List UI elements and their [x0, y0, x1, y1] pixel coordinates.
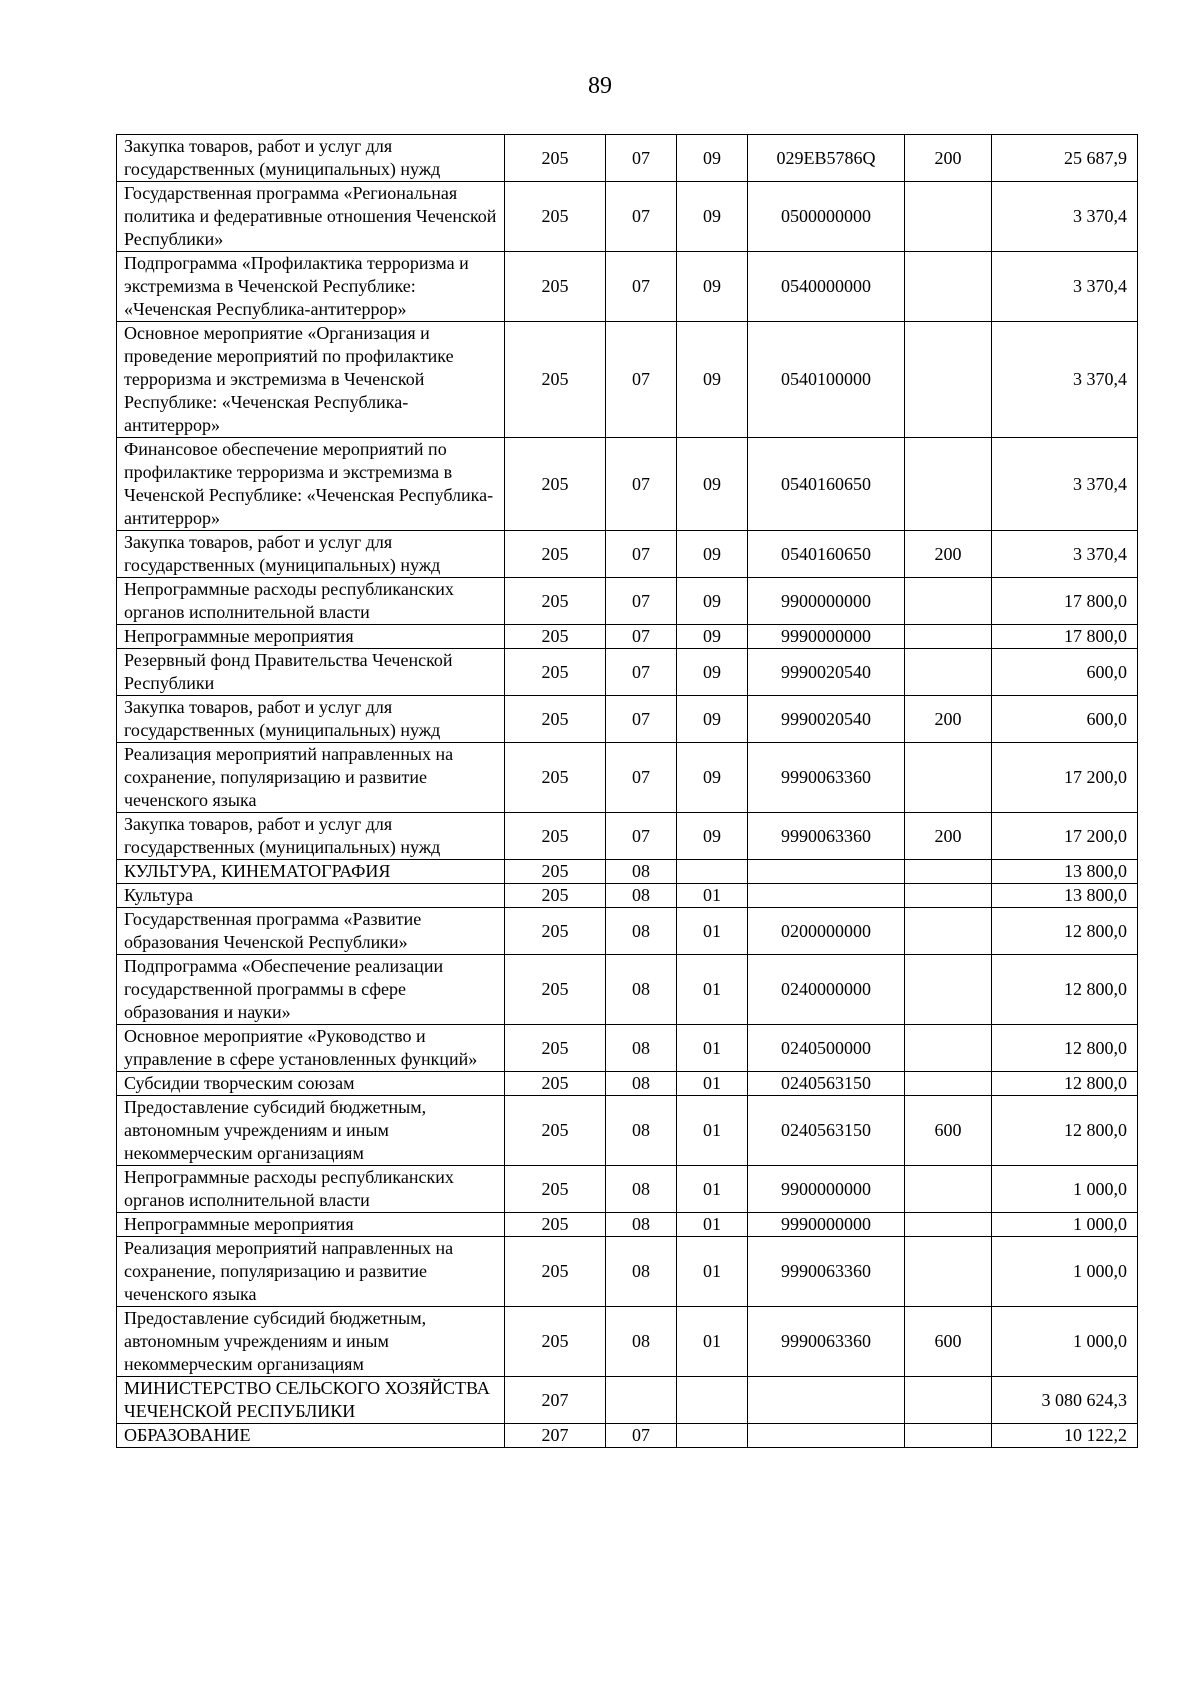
- section-code: [606, 1377, 677, 1424]
- ministry-code: 205: [505, 696, 606, 743]
- ministry-code: 205: [505, 649, 606, 696]
- section-code: 08: [606, 1307, 677, 1377]
- subsection-code: 09: [677, 438, 748, 531]
- target-article-code: 9990020540: [748, 649, 905, 696]
- ministry-code: 205: [505, 1307, 606, 1377]
- target-article-code: 9900000000: [748, 1166, 905, 1213]
- table-body: [117, 135, 1138, 1448]
- ministry-code: 205: [505, 322, 606, 438]
- table-row: [117, 884, 1138, 908]
- row-name: Непрограммные расходы республиканских органов исполнительной власти: [117, 1166, 505, 1213]
- target-article-code: 9990020540: [748, 696, 905, 743]
- target-article-code: 0240563150: [748, 1072, 905, 1096]
- table-row: [117, 1072, 1138, 1096]
- row-name: ОБРАЗОВАНИЕ: [117, 1424, 505, 1448]
- expense-type-code: [905, 1025, 992, 1072]
- section-code: 07: [606, 625, 677, 649]
- section-code: 07: [606, 578, 677, 625]
- target-article-code: [748, 1377, 905, 1424]
- expense-type-code: [905, 182, 992, 252]
- ministry-code: 205: [505, 1096, 606, 1166]
- expense-type-code: [905, 1166, 992, 1213]
- section-code: 08: [606, 908, 677, 955]
- section-code: 07: [606, 1424, 677, 1448]
- table-row: [117, 1025, 1138, 1072]
- subsection-code: 09: [677, 252, 748, 322]
- subsection-code: 09: [677, 182, 748, 252]
- row-name: Основное мероприятие «Руководство и управление в сфере установленных функций»: [117, 1025, 505, 1072]
- subsection-code: [677, 1377, 748, 1424]
- table-row: [117, 1096, 1138, 1166]
- amount: 12 800,0: [992, 1096, 1138, 1166]
- row-name: Основное мероприятие «Организация и проведение мероприятий по профилактике терроризма и экстремизма в Чеченской Республике: «Чеченская Республика-антитеррор»: [117, 322, 505, 438]
- amount: 1 000,0: [992, 1237, 1138, 1307]
- subsection-code: 09: [677, 813, 748, 860]
- amount: 3 370,4: [992, 322, 1138, 438]
- table-row: [117, 813, 1138, 860]
- table-row: [117, 955, 1138, 1025]
- row-name: Субсидии творческим союзам: [117, 1072, 505, 1096]
- table-row: [117, 1307, 1138, 1377]
- amount: 3 370,4: [992, 438, 1138, 531]
- ministry-code: 205: [505, 743, 606, 813]
- section-code: 08: [606, 1025, 677, 1072]
- table-row: [117, 322, 1138, 438]
- row-name: Непрограммные мероприятия: [117, 1213, 505, 1237]
- ministry-code: 205: [505, 955, 606, 1025]
- subsection-code: 09: [677, 322, 748, 438]
- target-article-code: 0240500000: [748, 1025, 905, 1072]
- subsection-code: 01: [677, 1025, 748, 1072]
- amount: 13 800,0: [992, 860, 1138, 884]
- table-row: [117, 743, 1138, 813]
- target-article-code: [748, 860, 905, 884]
- row-name: Реализация мероприятий направленных на сохранение, популяризацию и развитие чеченского языка: [117, 1237, 505, 1307]
- section-code: 08: [606, 1166, 677, 1213]
- section-code: 08: [606, 884, 677, 908]
- row-name: Закупка товаров, работ и услуг для государственных (муниципальных) нужд: [117, 696, 505, 743]
- subsection-code: 09: [677, 135, 748, 182]
- ministry-code: 207: [505, 1377, 606, 1424]
- target-article-code: 0240563150: [748, 1096, 905, 1166]
- expense-type-code: [905, 884, 992, 908]
- section-code: 07: [606, 135, 677, 182]
- amount: 17 200,0: [992, 813, 1138, 860]
- subsection-code: 09: [677, 696, 748, 743]
- section-code: 07: [606, 649, 677, 696]
- ministry-code: 207: [505, 1424, 606, 1448]
- target-article-code: 9900000000: [748, 578, 905, 625]
- page-number: 89: [588, 73, 612, 99]
- target-article-code: 0540160650: [748, 531, 905, 578]
- ministry-code: 205: [505, 1072, 606, 1096]
- section-code: 07: [606, 743, 677, 813]
- table-row: [117, 1166, 1138, 1213]
- amount: 3 080 624,3: [992, 1377, 1138, 1424]
- table-row: [117, 578, 1138, 625]
- expense-type-code: [905, 1072, 992, 1096]
- expense-type-code: 200: [905, 813, 992, 860]
- subsection-code: 01: [677, 1237, 748, 1307]
- row-name: Финансовое обеспечение мероприятий по профилактике терроризма и экстремизма в Чеченской Республике: «Чеченская Республика-антитеррор»: [117, 438, 505, 531]
- target-article-code: 0540000000: [748, 252, 905, 322]
- subsection-code: [677, 860, 748, 884]
- amount: 13 800,0: [992, 884, 1138, 908]
- target-article-code: 9990000000: [748, 625, 905, 649]
- row-name: МИНИСТЕРСТВО СЕЛЬСКОГО ХОЗЯЙСТВА ЧЕЧЕНСКОЙ РЕСПУБЛИКИ: [117, 1377, 505, 1424]
- expense-type-code: [905, 1213, 992, 1237]
- amount: 1 000,0: [992, 1166, 1138, 1213]
- expense-type-code: 200: [905, 696, 992, 743]
- subsection-code: 09: [677, 531, 748, 578]
- table-row: [117, 860, 1138, 884]
- expense-type-code: [905, 625, 992, 649]
- table-row: [117, 1424, 1138, 1448]
- ministry-code: 205: [505, 438, 606, 531]
- ministry-code: 205: [505, 252, 606, 322]
- target-article-code: 9990063360: [748, 1237, 905, 1307]
- expense-type-code: [905, 438, 992, 531]
- amount: 17 200,0: [992, 743, 1138, 813]
- ministry-code: 205: [505, 135, 606, 182]
- row-name: Непрограммные расходы республиканских органов исполнительной власти: [117, 578, 505, 625]
- subsection-code: 01: [677, 908, 748, 955]
- row-name: Государственная программа «Региональная политика и федеративные отношения Чеченской Республики»: [117, 182, 505, 252]
- table-row: [117, 1377, 1138, 1424]
- subsection-code: 01: [677, 1213, 748, 1237]
- subsection-code: 01: [677, 1072, 748, 1096]
- ministry-code: 205: [505, 1213, 606, 1237]
- target-article-code: 9990063360: [748, 813, 905, 860]
- amount: 600,0: [992, 649, 1138, 696]
- subsection-code: 01: [677, 884, 748, 908]
- target-article-code: 0500000000: [748, 182, 905, 252]
- amount: 12 800,0: [992, 1025, 1138, 1072]
- row-name: Предоставление субсидий бюджетным, автономным учреждениям и иным некоммерческим организациям: [117, 1307, 505, 1377]
- amount: 25 687,9: [992, 135, 1138, 182]
- ministry-code: 205: [505, 578, 606, 625]
- section-code: 07: [606, 182, 677, 252]
- row-name: Культура: [117, 884, 505, 908]
- section-code: 08: [606, 1237, 677, 1307]
- expense-type-code: [905, 578, 992, 625]
- section-code: 07: [606, 438, 677, 531]
- table-row: [117, 1237, 1138, 1307]
- target-article-code: [748, 884, 905, 908]
- ministry-code: 205: [505, 531, 606, 578]
- section-code: 07: [606, 322, 677, 438]
- amount: 12 800,0: [992, 955, 1138, 1025]
- ministry-code: 205: [505, 1025, 606, 1072]
- table-row: [117, 531, 1138, 578]
- ministry-code: 205: [505, 884, 606, 908]
- row-name: Закупка товаров, работ и услуг для государственных (муниципальных) нужд: [117, 531, 505, 578]
- subsection-code: 09: [677, 649, 748, 696]
- section-code: 08: [606, 860, 677, 884]
- ministry-code: 205: [505, 1237, 606, 1307]
- row-name: Закупка товаров, работ и услуг для государственных (муниципальных) нужд: [117, 813, 505, 860]
- amount: 3 370,4: [992, 182, 1138, 252]
- expense-type-code: [905, 908, 992, 955]
- target-article-code: 0540160650: [748, 438, 905, 531]
- subsection-code: 01: [677, 1307, 748, 1377]
- amount: 1 000,0: [992, 1213, 1138, 1237]
- expense-type-code: 200: [905, 531, 992, 578]
- expense-type-code: [905, 252, 992, 322]
- row-name: Предоставление субсидий бюджетным, автономным учреждениям и иным некоммерческим организациям: [117, 1096, 505, 1166]
- table-row: [117, 1213, 1138, 1237]
- section-code: 07: [606, 252, 677, 322]
- amount: 3 370,4: [992, 252, 1138, 322]
- expense-type-code: [905, 322, 992, 438]
- expense-type-code: 200: [905, 135, 992, 182]
- section-code: 08: [606, 1096, 677, 1166]
- target-article-code: 029EB5786Q: [748, 135, 905, 182]
- table-row: [117, 649, 1138, 696]
- row-name: Реализация мероприятий направленных на сохранение, популяризацию и развитие чеченского языка: [117, 743, 505, 813]
- subsection-code: 01: [677, 1166, 748, 1213]
- amount: 12 800,0: [992, 908, 1138, 955]
- row-name: КУЛЬТУРА, КИНЕМАТОГРАФИЯ: [117, 860, 505, 884]
- expense-type-code: [905, 1237, 992, 1307]
- row-name: Закупка товаров, работ и услуг для государственных (муниципальных) нужд: [117, 135, 505, 182]
- budget-table: [116, 134, 1138, 1448]
- amount: 17 800,0: [992, 578, 1138, 625]
- expense-type-code: [905, 743, 992, 813]
- subsection-code: 09: [677, 625, 748, 649]
- amount: 17 800,0: [992, 625, 1138, 649]
- target-article-code: 9990000000: [748, 1213, 905, 1237]
- subsection-code: 09: [677, 743, 748, 813]
- table-row: [117, 438, 1138, 531]
- expense-type-code: 600: [905, 1096, 992, 1166]
- ministry-code: 205: [505, 813, 606, 860]
- amount: 10 122,2: [992, 1424, 1138, 1448]
- target-article-code: 0540100000: [748, 322, 905, 438]
- subsection-code: 01: [677, 955, 748, 1025]
- target-article-code: [748, 1424, 905, 1448]
- subsection-code: [677, 1424, 748, 1448]
- subsection-code: 09: [677, 578, 748, 625]
- expense-type-code: [905, 1377, 992, 1424]
- row-name: Государственная программа «Развитие образования Чеченской Республики»: [117, 908, 505, 955]
- target-article-code: 0200000000: [748, 908, 905, 955]
- row-name: Непрограммные мероприятия: [117, 625, 505, 649]
- target-article-code: 9990063360: [748, 743, 905, 813]
- row-name: Подпрограмма «Обеспечение реализации государственной программы в сфере образования и науки»: [117, 955, 505, 1025]
- ministry-code: 205: [505, 1166, 606, 1213]
- ministry-code: 205: [505, 908, 606, 955]
- expense-type-code: 600: [905, 1307, 992, 1377]
- ministry-code: 205: [505, 182, 606, 252]
- section-code: 07: [606, 813, 677, 860]
- expense-type-code: [905, 955, 992, 1025]
- section-code: 07: [606, 696, 677, 743]
- amount: 3 370,4: [992, 531, 1138, 578]
- table-row: [117, 908, 1138, 955]
- ministry-code: 205: [505, 625, 606, 649]
- expense-type-code: [905, 860, 992, 884]
- row-name: Резервный фонд Правительства Чеченской Республики: [117, 649, 505, 696]
- expense-type-code: [905, 649, 992, 696]
- section-code: 08: [606, 1072, 677, 1096]
- target-article-code: 0240000000: [748, 955, 905, 1025]
- row-name: Подпрограмма «Профилактика терроризма и экстремизма в Чеченской Республике: «Чеченская Республика-антитеррор»: [117, 252, 505, 322]
- subsection-code: 01: [677, 1096, 748, 1166]
- section-code: 08: [606, 955, 677, 1025]
- amount: 1 000,0: [992, 1307, 1138, 1377]
- table-row: [117, 182, 1138, 252]
- expense-type-code: [905, 1424, 992, 1448]
- table-row: [117, 135, 1138, 182]
- table-row: [117, 696, 1138, 743]
- amount: 600,0: [992, 696, 1138, 743]
- table-row: [117, 625, 1138, 649]
- ministry-code: 205: [505, 860, 606, 884]
- target-article-code: 9990063360: [748, 1307, 905, 1377]
- amount: 12 800,0: [992, 1072, 1138, 1096]
- section-code: 07: [606, 531, 677, 578]
- section-code: 08: [606, 1213, 677, 1237]
- table-row: [117, 252, 1138, 322]
